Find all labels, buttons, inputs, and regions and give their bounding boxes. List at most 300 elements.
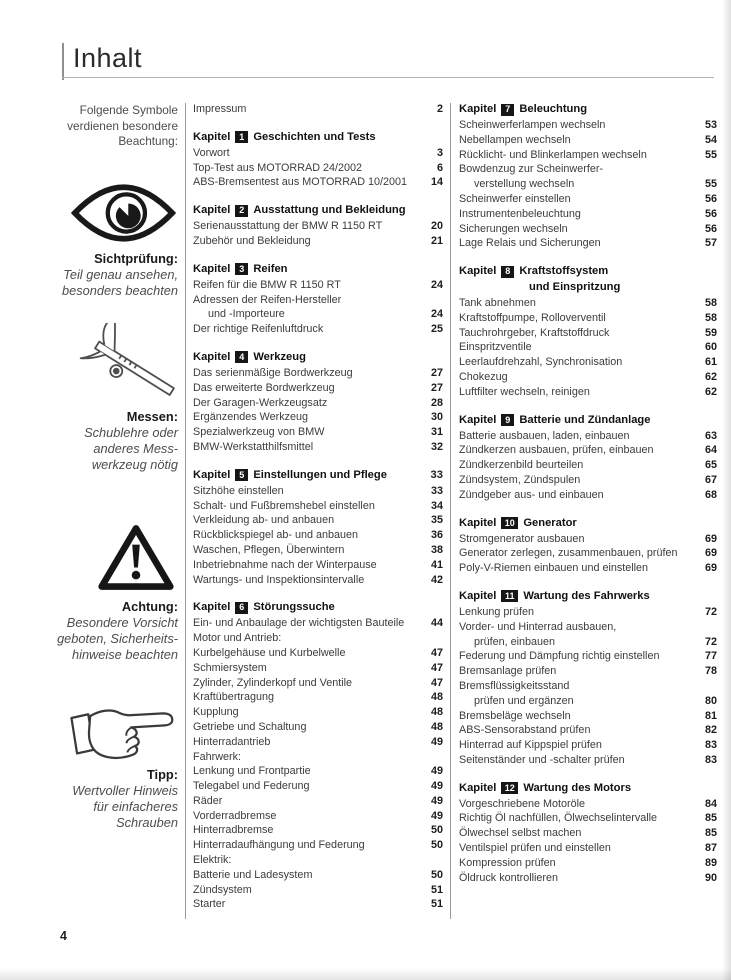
- toc-entry: [459, 605, 717, 620]
- toc-entry: [459, 664, 717, 679]
- chapter-title: Reifen: [253, 262, 288, 275]
- toc-entry: [193, 543, 443, 558]
- chapter-heading: [193, 350, 443, 365]
- toc-entry: [459, 723, 717, 738]
- toc-entry-label: Sitzhöhe einstellen: [193, 484, 284, 497]
- toc-entry-label: Rückblickspiegel ab- und anbauen: [193, 529, 359, 542]
- legend-item-tipp: [26, 703, 178, 831]
- page-number: 33: [430, 468, 443, 481]
- toc-entry: [193, 234, 443, 249]
- toc-entry: [193, 838, 443, 853]
- toc-column-chapters-7-12: [459, 102, 717, 885]
- toc-entry: [459, 738, 717, 753]
- chapter-title: Wartung des Motors: [523, 781, 632, 794]
- toc-entry: [459, 620, 717, 635]
- chapter-heading-main: [193, 350, 306, 365]
- chapter-prefix: Kapitel: [459, 516, 497, 529]
- toc-entry: [459, 370, 717, 385]
- toc-entry: [193, 278, 443, 293]
- toc-entry: [459, 429, 717, 444]
- toc-entry-label: Der richtige Reifenluftdruck: [193, 323, 324, 336]
- page-number: 87: [704, 842, 717, 855]
- page-number: 49: [430, 809, 443, 822]
- page-number: 62: [704, 370, 717, 383]
- page-number: 54: [704, 133, 717, 146]
- toc-entry-label: Ein- und Anbaulage der wichtigsten Bauteile: [193, 617, 405, 630]
- page-number: 72: [704, 605, 717, 618]
- toc-entry: [459, 532, 717, 547]
- legend-label: Sichtprüfung:: [94, 250, 178, 266]
- toc-section: [193, 262, 443, 337]
- toc-entry: [193, 764, 443, 779]
- chapter-heading: [459, 413, 717, 428]
- chapter-number-badge: 4: [235, 351, 248, 363]
- toc-entry: [193, 366, 443, 381]
- toc-entry-label: prüfen, einbauen: [474, 635, 556, 648]
- toc-entry-label: Kupplung: [193, 706, 239, 719]
- page-number: 41: [430, 558, 443, 571]
- toc-entry: [193, 146, 443, 161]
- toc-entry-label: Vorder- und Hinterrad ausbauen,: [459, 620, 617, 633]
- toc-section: [193, 350, 443, 455]
- toc-entry: [193, 720, 443, 735]
- toc-entry-label: Lenkung prüfen: [459, 605, 535, 618]
- toc-entry: [459, 296, 717, 311]
- page-number: 21: [430, 234, 443, 247]
- page-number: 58: [704, 296, 717, 309]
- column-divider-left: [185, 103, 186, 919]
- chapter-heading: [459, 781, 717, 796]
- toc-entry-label: Batterie und Ladesystem: [193, 868, 313, 881]
- chapter-number-badge: 2: [235, 205, 248, 217]
- toc-entry: [459, 856, 717, 871]
- page-number: 85: [704, 812, 717, 825]
- toc-entry-label: Scheinwerferlampen wechseln: [459, 119, 606, 131]
- page-number: 49: [430, 780, 443, 793]
- page-number: 50: [430, 868, 443, 881]
- chapter-title: Geschichten und Tests: [253, 130, 376, 143]
- toc-entry-label: Rücklicht- und Blinkerlampen wechseln: [459, 148, 647, 161]
- toc-entry: [459, 458, 717, 473]
- toc-section: [193, 130, 443, 190]
- toc-entry-label: Ergänzendes Werkzeug: [193, 411, 309, 424]
- toc-entry-label: Das erweiterte Bordwerkzeug: [193, 381, 335, 394]
- toc-entry-label: Vorgeschriebene Motoröle: [459, 797, 586, 810]
- toc-entry-label: und -Importeure: [208, 308, 285, 321]
- toc-entry-label: Hinterrad auf Kippspiel prüfen: [459, 739, 602, 752]
- toc-entry: [459, 694, 717, 709]
- page-number: 82: [704, 724, 717, 737]
- page-number: 55: [704, 178, 717, 191]
- toc-entry-label: Bremsbeläge wechseln: [459, 709, 571, 722]
- toc-entry-label: Adressen der Reifen-Hersteller: [193, 293, 342, 306]
- toc-entry-label: Schmiersystem: [193, 661, 267, 674]
- page-number: 24: [430, 308, 443, 321]
- legend-item-sichtpruefung: [26, 181, 178, 299]
- legend-desc-line: besonders beachten: [62, 282, 178, 298]
- chapter-title-line2: und Einspritzung: [529, 281, 621, 294]
- page-number: 64: [704, 444, 717, 457]
- chapter-heading: [193, 468, 443, 483]
- chapter-heading-main: [459, 413, 650, 428]
- toc-entry-label: Bremsanlage prüfen: [459, 665, 557, 678]
- toc-entry: [193, 499, 443, 514]
- chapter-title: Werkzeug: [253, 350, 306, 363]
- title-divider: [62, 77, 714, 78]
- toc-section: [193, 102, 443, 117]
- page-number: 28: [430, 396, 443, 409]
- page-number: 72: [704, 635, 717, 648]
- toc-entry-label: Verkleidung ab- und anbauen: [193, 514, 335, 527]
- toc-entry-label: Kraftübertragung: [193, 691, 275, 704]
- toc-entry: [193, 558, 443, 573]
- legend-desc-line: für einfacheres: [93, 798, 178, 814]
- chapter-title: Störungssuche: [253, 601, 335, 614]
- toc-entry-label: Reifen für die BMW R 1150 RT: [193, 278, 341, 291]
- toc-entry-label: Ölwechsel selbst machen: [459, 827, 582, 840]
- chapter-title: Generator: [523, 516, 577, 529]
- page-number: 2: [436, 103, 443, 115]
- toc-entry-label: Batterie ausbauen, laden, einbauen: [459, 429, 630, 442]
- toc-entry: [459, 709, 717, 724]
- chapter-heading-main: [193, 600, 335, 615]
- toc-entry: [193, 484, 443, 499]
- toc-entry: [193, 661, 443, 676]
- toc-entry: [459, 488, 717, 503]
- page-number: 56: [704, 192, 717, 205]
- page-number: 63: [704, 429, 717, 442]
- toc-entry: [459, 753, 717, 768]
- legend-desc-line: Schublehre oder: [84, 424, 178, 440]
- page-number: 53: [704, 119, 717, 131]
- chapter-prefix: Kapitel: [193, 601, 231, 614]
- chapter-title: Beleuchtung: [519, 103, 588, 115]
- toc-entry: [193, 750, 443, 765]
- toc-entry: [193, 690, 443, 705]
- chapter-prefix: Kapitel: [193, 262, 231, 275]
- page-number: 49: [430, 794, 443, 807]
- toc-entry: [459, 326, 717, 341]
- chapter-prefix: Kapitel: [193, 130, 231, 143]
- page-number: 38: [430, 543, 443, 556]
- chapter-prefix: Kapitel: [459, 589, 497, 602]
- legend-intro-line: Folgende Symbole: [79, 103, 178, 117]
- toc-entry: [459, 311, 717, 326]
- chapter-title: Einstellungen und Pflege: [253, 468, 387, 481]
- legend-desc: [26, 425, 178, 473]
- chapter-number-badge: 7: [501, 104, 514, 116]
- page-number: 36: [430, 529, 443, 542]
- toc-entry-label: Serienausstattung der BMW R 1150 RT: [193, 220, 383, 233]
- toc-entry: [193, 322, 443, 337]
- chapter-number-badge: 1: [235, 131, 248, 143]
- toc-entry-label: Zündkerzen ausbauen, prüfen, einbauen: [459, 444, 654, 457]
- toc-entry: [459, 871, 717, 886]
- page-number: 31: [430, 426, 443, 439]
- page-number: 69: [704, 532, 717, 545]
- page-number: 42: [430, 573, 443, 586]
- toc-entry-label: Lenkung und Frontpartie: [193, 765, 311, 778]
- toc-entry: [193, 425, 443, 440]
- page-number: 51: [430, 883, 443, 896]
- chapter-number-badge: 8: [501, 266, 514, 278]
- legend-intro: [26, 103, 178, 150]
- eye-icon: [26, 181, 176, 245]
- toc-entry-label: Zündsystem, Zündspulen: [459, 473, 581, 486]
- page-number: 32: [430, 440, 443, 453]
- page-number: 65: [704, 459, 717, 472]
- page-number: 56: [704, 207, 717, 220]
- page-number: 85: [704, 827, 717, 840]
- chapter-prefix: Kapitel: [459, 413, 497, 426]
- legend-item-achtung: [26, 521, 178, 663]
- toc-entry-label: Starter: [193, 898, 226, 911]
- chapter-prefix: Kapitel: [459, 265, 497, 278]
- toc-entry-label: Räder: [193, 794, 223, 807]
- toc-entry-label: Zubehör und Bekleidung: [193, 234, 311, 247]
- toc-entry-label: Sicherungen wechseln: [459, 222, 568, 235]
- page-number: 33: [430, 484, 443, 497]
- toc-entry: [459, 192, 717, 207]
- toc-entry: [459, 177, 717, 192]
- toc-entry: [459, 355, 717, 370]
- symbol-legend: [26, 103, 178, 831]
- chapter-number-badge: 10: [501, 517, 518, 529]
- toc-entry: [193, 705, 443, 720]
- chapter-heading: [193, 130, 443, 145]
- toc-entry-label: Einspritzventile: [459, 341, 532, 354]
- legend-desc-line: Besondere Vorsicht: [66, 614, 178, 630]
- page-number: 25: [430, 323, 443, 336]
- page-number: 49: [430, 735, 443, 748]
- warning-triangle-icon: [26, 521, 176, 593]
- toc-entry-label: Hinterradaufhängung und Federung: [193, 839, 365, 852]
- toc-entry: [193, 175, 443, 190]
- page-number: 47: [430, 661, 443, 674]
- toc-entry-label: Federung und Dämpfung richtig einstellen: [459, 650, 660, 663]
- pointing-hand-icon: [26, 703, 176, 761]
- toc-entry: [459, 385, 717, 400]
- page-number: 48: [430, 691, 443, 704]
- toc-entry: [459, 546, 717, 561]
- page-number: 3: [436, 146, 443, 159]
- toc-entry-label: prüfen und ergänzen: [474, 694, 574, 707]
- chapter-heading: [193, 600, 443, 615]
- toc-entry: [459, 148, 717, 163]
- chapter-title: Ausstattung und Bekleidung: [253, 204, 406, 217]
- page-number: 89: [704, 856, 717, 869]
- toc-entry: [459, 841, 717, 856]
- legend-desc: [26, 783, 178, 831]
- legend-label: Messen:: [126, 408, 178, 424]
- page-number: 6: [436, 161, 443, 174]
- toc-entry-label: Der Garagen-Werkzeugsatz: [193, 396, 328, 409]
- toc-entry-label: Generator zerlegen, zusammenbauen, prüfen: [459, 547, 678, 560]
- page-number: 58: [704, 311, 717, 324]
- toc-entry-label: Luftfilter wechseln, reinigen: [459, 385, 590, 398]
- toc-section: [459, 413, 717, 503]
- legend-desc: [26, 267, 178, 299]
- toc-entry-label: Hinterradantrieb: [193, 735, 271, 748]
- toc-entry-label: Vorderradbremse: [193, 809, 277, 822]
- toc-entry-label: Ventilspiel prüfen und einstellen: [459, 842, 611, 855]
- page-number: 69: [704, 562, 717, 575]
- toc-column-chapters-1-6: [193, 102, 443, 912]
- scan-edge-right: [722, 0, 731, 980]
- toc-entry-label: Waschen, Pflegen, Überwintern: [193, 543, 345, 556]
- toc-entry: [459, 236, 717, 251]
- toc-entry: [193, 853, 443, 868]
- toc-entry: [193, 868, 443, 883]
- page-number: 55: [704, 148, 717, 161]
- toc-entry: [459, 207, 717, 222]
- folio-page-number: 4: [60, 929, 67, 943]
- toc-entry-label: Richtig Öl nachfüllen, Ölwechselintervalle: [459, 812, 658, 825]
- toc-entry-label: Zündkerzenbild beurteilen: [459, 459, 584, 472]
- chapter-heading-main: [193, 203, 406, 218]
- chapter-title: Kraftstoffsystem: [519, 265, 609, 278]
- toc-entry: [459, 443, 717, 458]
- toc-entry-label: Tank abnehmen: [459, 296, 536, 309]
- chapter-heading-main: [459, 589, 650, 604]
- toc-entry-label: Chokezug: [459, 370, 508, 383]
- toc-entry-label: Telegabel und Federung: [193, 780, 310, 793]
- page-number: 49: [430, 765, 443, 778]
- toc-entry: [459, 826, 717, 841]
- legend-desc-line: Teil genau ansehen,: [63, 266, 178, 282]
- page-number: 90: [704, 871, 717, 884]
- chapter-heading-main: [459, 264, 608, 279]
- page-number: 44: [430, 617, 443, 630]
- toc-entry-label: Stromgenerator ausbauen: [459, 532, 585, 545]
- page-number: 78: [704, 665, 717, 678]
- toc-entry: [193, 396, 443, 411]
- legend-desc-line: werkzeug nötig: [91, 456, 178, 472]
- chapter-number-badge: 6: [235, 602, 248, 614]
- toc-entry-label: Elektrik:: [193, 854, 232, 867]
- page-header: [62, 41, 142, 75]
- toc-entry: [459, 561, 717, 576]
- page-number: 14: [430, 176, 443, 189]
- toc-entry-label: Zündgeber aus- und einbauen: [459, 488, 604, 501]
- toc-entry: [193, 897, 443, 912]
- chapter-heading-main: [193, 468, 387, 483]
- title-accent-bar: [62, 43, 64, 80]
- toc-entry-label: Impressum: [193, 103, 247, 115]
- toc-entry: [459, 222, 717, 237]
- chapter-heading-main: [459, 102, 587, 117]
- toc-entry-label: Leerlaufdrehzahl, Synchronisation: [459, 356, 623, 369]
- toc-entry: [193, 528, 443, 543]
- legend-desc-line: Wertvoller Hinweis: [72, 782, 178, 798]
- chapter-prefix: Kapitel: [459, 781, 497, 794]
- toc-entry: [193, 573, 443, 588]
- page-number: 24: [430, 278, 443, 291]
- caliper-icon: [26, 323, 176, 403]
- toc-entry: [193, 631, 443, 646]
- toc-entry: [193, 293, 443, 308]
- legend-desc-line: geboten, Sicherheits-: [57, 630, 178, 646]
- page-number: 81: [704, 709, 717, 722]
- toc-entry-label: Kraftstoffpumpe, Rolloverventil: [459, 311, 606, 324]
- toc-entry-label: Hinterradbremse: [193, 824, 274, 837]
- toc-entry-label: Top-Test aus MOTORRAD 24/2002: [193, 161, 363, 174]
- toc-entry-label: Bowdenzug zur Scheinwerfer-: [459, 163, 604, 176]
- page-number: 56: [704, 222, 717, 235]
- toc-entry-label: Zündsystem: [193, 883, 252, 896]
- toc-entry: [193, 794, 443, 809]
- toc-entry-label: Vorwort: [193, 146, 230, 159]
- page-number: 27: [430, 381, 443, 394]
- toc-entry: [193, 823, 443, 838]
- toc-entry-label: Zylinder, Zylinderkopf und Ventile: [193, 676, 353, 689]
- toc-entry-label: Motor und Antrieb:: [193, 632, 282, 645]
- toc-entry: [193, 735, 443, 750]
- page-number: 47: [430, 646, 443, 659]
- page-number: 50: [430, 824, 443, 837]
- toc-entry: [459, 473, 717, 488]
- page-number: 77: [704, 650, 717, 663]
- toc-entry-label: Instrumentenbeleuchtung: [459, 207, 581, 220]
- toc-entry: [459, 162, 717, 177]
- toc-entry: [193, 883, 443, 898]
- page-number: 47: [430, 676, 443, 689]
- toc-entry: [459, 118, 717, 133]
- toc-entry-label: Scheinwerfer einstellen: [459, 192, 571, 205]
- toc-section: [459, 516, 717, 576]
- chapter-heading-main: [459, 781, 631, 796]
- page-number: 61: [704, 356, 717, 369]
- toc-entry: [193, 779, 443, 794]
- column-divider-right: [450, 103, 451, 919]
- legend-label: Tipp:: [146, 766, 178, 782]
- page-number: 57: [704, 237, 717, 250]
- chapter-title: Wartung des Fahrwerks: [523, 589, 650, 602]
- legend-item-messen: [26, 323, 178, 473]
- toc-entry-label: Tauchrohrgeber, Kraftstoffdruck: [459, 326, 610, 339]
- page-number: 51: [430, 898, 443, 911]
- toc-entry-label: Getriebe und Schaltung: [193, 720, 307, 733]
- legend-desc-line: hinweise beachten: [71, 646, 178, 662]
- toc-entry-label: ABS-Sensorabstand prüfen: [459, 724, 591, 737]
- chapter-heading: [459, 264, 717, 279]
- chapter-prefix: Kapitel: [459, 103, 497, 115]
- toc-section: [193, 600, 443, 912]
- toc-entry: [193, 307, 443, 322]
- page-number: 34: [430, 499, 443, 512]
- toc-entry-label: Poly-V-Riemen einbauen und einstellen: [459, 562, 649, 575]
- toc-entry-label: Kompression prüfen: [459, 856, 556, 869]
- chapter-heading: [459, 589, 717, 604]
- toc-entry-label: Seitenständer und -schalter prüfen: [459, 753, 625, 766]
- chapter-heading: [193, 262, 443, 277]
- toc-entry: [459, 797, 717, 812]
- toc-section: [193, 468, 443, 588]
- page-number: 50: [430, 839, 443, 852]
- chapter-heading-main: [193, 262, 288, 277]
- page-number: 83: [704, 753, 717, 766]
- page-number: 80: [704, 694, 717, 707]
- toc-entry-label: Öldruck kontrollieren: [459, 871, 559, 884]
- toc-entry: [459, 340, 717, 355]
- toc-entry-label: Das serienmäßige Bordwerkzeug: [193, 366, 353, 379]
- toc-entry-label: Inbetriebnahme nach der Winterpause: [193, 558, 377, 571]
- toc-entry-label: Schalt- und Fußbremshebel einstellen: [193, 499, 375, 512]
- chapter-title: Batterie und Zündanlage: [519, 413, 651, 426]
- page-number: 84: [704, 797, 717, 810]
- toc-entry: [459, 133, 717, 148]
- page-number: 83: [704, 739, 717, 752]
